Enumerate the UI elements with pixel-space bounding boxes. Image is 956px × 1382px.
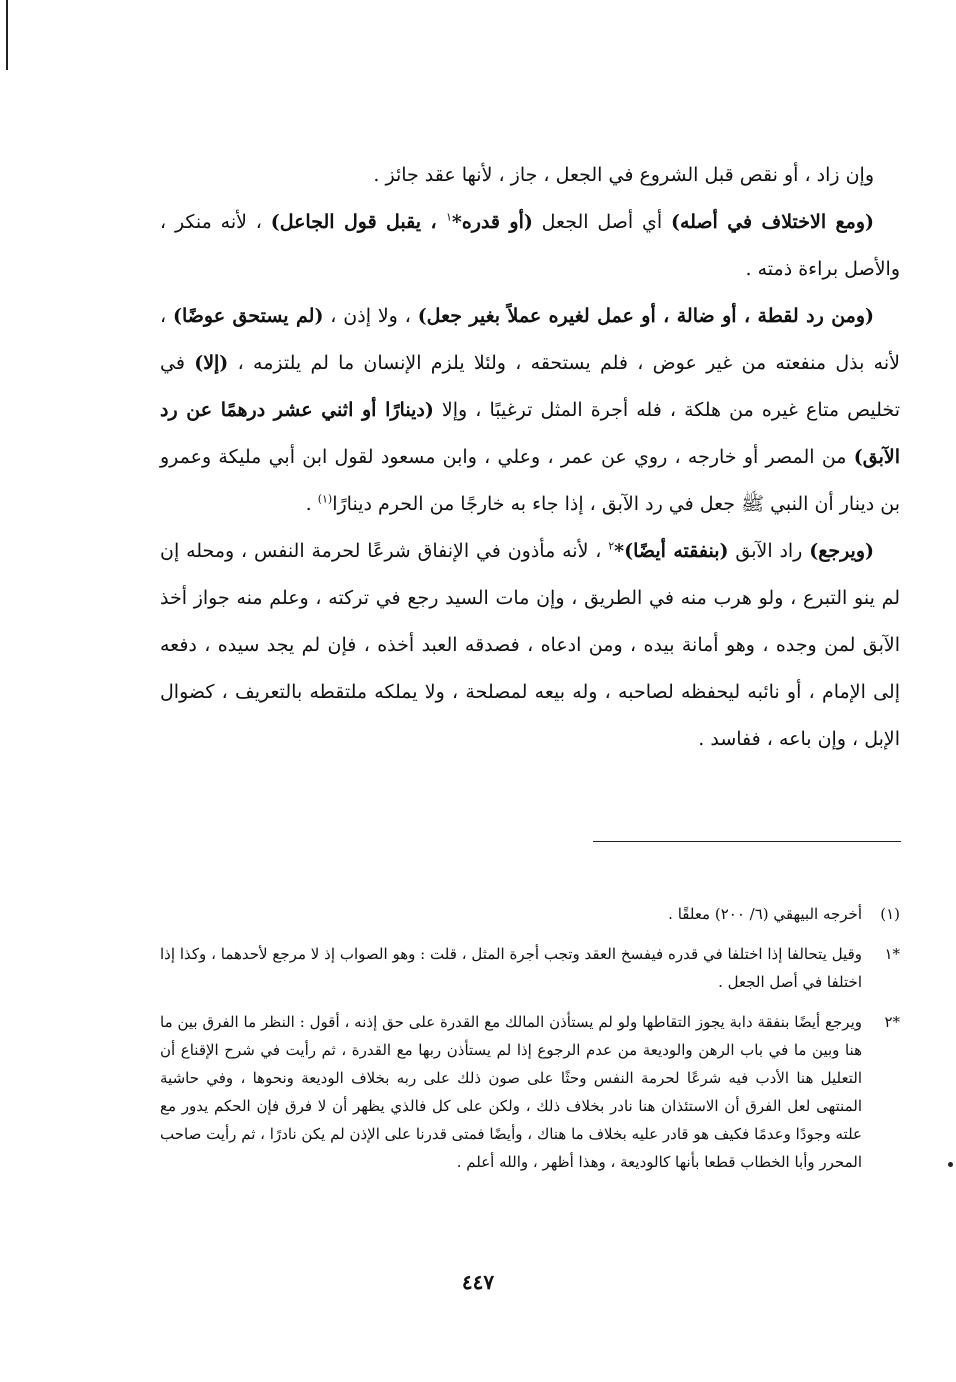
footnote-text: أخرجه البيهقي (٦/ ٢٠٠) معلقًا .	[668, 905, 862, 923]
footnote-separator	[593, 841, 901, 842]
bold-phrase: (أو قدره*	[451, 211, 533, 233]
bold-phrase: (بنفقته أيضًا)*	[614, 540, 729, 562]
paragraph-4	[160, 528, 900, 763]
page-number: ٤٤٧	[461, 1270, 495, 1294]
text-run: في تخليص متاع غيره من هلكة ، فله أجرة المثل ترغيبًا ، وإلا	[160, 352, 900, 421]
text-run: من المصر أو خارجه ، روي عن عمر ، وعلي ، وابن مسعود لقول ابن أبي مليكة وعمرو بن دينار أن النبي ﷺ جعل في رد الآبق ، إذا جاء به خارجًا من الحرم دينارًا	[160, 446, 900, 515]
text-run: راد الآبق	[728, 540, 810, 562]
note-marker: ١	[445, 210, 452, 224]
footnote-text: وقيل يتحالفا إذا اختلفا في قدره فيفسخ العقد وتجب أجرة المثل ، قلت : وهو الصواب إذ لا مرجع لأحدهما ، وكذا إذا اختلفا في أصل الجعل .	[160, 945, 862, 991]
paragraph-2	[160, 199, 900, 293]
bold-phrase: (ومن رد لقطة ، أو ضالة ، أو عمل لغيره عملاً بغير جعل)	[417, 305, 874, 327]
paragraph-3	[160, 293, 900, 528]
text-run: ، لأنه مأذون في الإنفاق شرعًا لحرمة النفس ، ومحله إن لم ينو التبرع ، ولو هرب منه في الطريق ، وإن مات السيد رجع في تركته ، وعلم منه جواز أخذ الآبق لمن وجده ، وهو أمانة بيده ، ومن ادعاه ، فصدقه العبد أخذه ، فإن لم يجد سيده ، دفعه إلى الإمام ، أو نائبه ليحفظه لصاحبه ، وله بيعه لمصلحة ، ولا يملكه ملتقطه بالتعريف ، كضوال الإبل ، وإن باعه ، ففاسد .	[160, 540, 900, 750]
footnote-2	[160, 940, 900, 996]
footnote-mark: *٢	[884, 1013, 900, 1031]
text-run: ، ولا إذن ،	[323, 305, 418, 327]
footnote-reference[interactable]: (١)	[317, 492, 333, 506]
text-run: أي أصل الجعل	[532, 211, 671, 233]
bold-phrase: (ويرجع)	[809, 540, 875, 562]
bold-phrase: (ومع الاختلاف في أصله)	[670, 211, 874, 233]
margin-dot	[948, 1162, 953, 1167]
bold-phrase: ، يقبل قول الجاعل)	[270, 211, 446, 233]
text-run: .	[305, 493, 318, 515]
bold-phrase: (لم يستحق عوضًا)	[173, 305, 324, 327]
footnote-text: ويرجع أيضًا بنفقة دابة يجوز التقاطها ولو لم يستأذن المالك مع القدرة على حق إذنه ، أقول : النظر ما الفرق بين ما هنا وبين ما في باب الرهن والوديعة من عدم الرجوع إذا لم يستأذن ربها مع القدرة ، ثم رأيت في شرح الإقناع أن التعليل هنا الأدب فيه شرعًا لحرمة النفس وحثًا على صون ذلك على ربه بخلاف الوديعة ونحوها ، وفي حاشية المنتهى لعل الفرق أن الاستئذان هنا نادر بخلاف ذلك ، ولكن على كل فالذي يظهر أن لا فرق فإن الحكم يدور مع علته وجودًا وعدمًا فكيف هو قادر عليه بخلاف ما هناك ، وأيضًا فمتى قدرنا على الإذن لم يكن نادرًا ، ثم رأيت صاحب المحرر وأبا الخطاب قطعا بأنها كالوديعة ، وهذا أظهر ، والله أعلم .	[160, 1013, 862, 1171]
note-marker: ٢	[608, 539, 615, 553]
text-run: ، لأنه بذل منفعته من غير عوض ، فلم يستحقه ، ولئلا يلزم الإنسان ما لم يلتزمه ،	[160, 305, 900, 374]
page-edge-line	[6, 0, 8, 70]
bold-phrase: (دينارًا أو اثني عشر درهمًا عن رد الآبق)	[160, 399, 900, 468]
main-text	[160, 152, 900, 763]
footnote-1	[160, 900, 900, 928]
footnote-mark: *١	[884, 945, 900, 963]
footnote-3	[160, 1008, 900, 1176]
bold-phrase: (إلا)	[194, 352, 229, 374]
footnote-mark: (١)	[880, 905, 900, 923]
footnotes	[160, 900, 900, 1188]
text-run: ، لأنه منكر ، والأصل براءة ذمته .	[160, 211, 900, 280]
paragraph-1: وإن زاد ، أو نقص قبل الشروع في الجعل ، جاز ، لأنها عقد جائز .	[373, 164, 874, 186]
